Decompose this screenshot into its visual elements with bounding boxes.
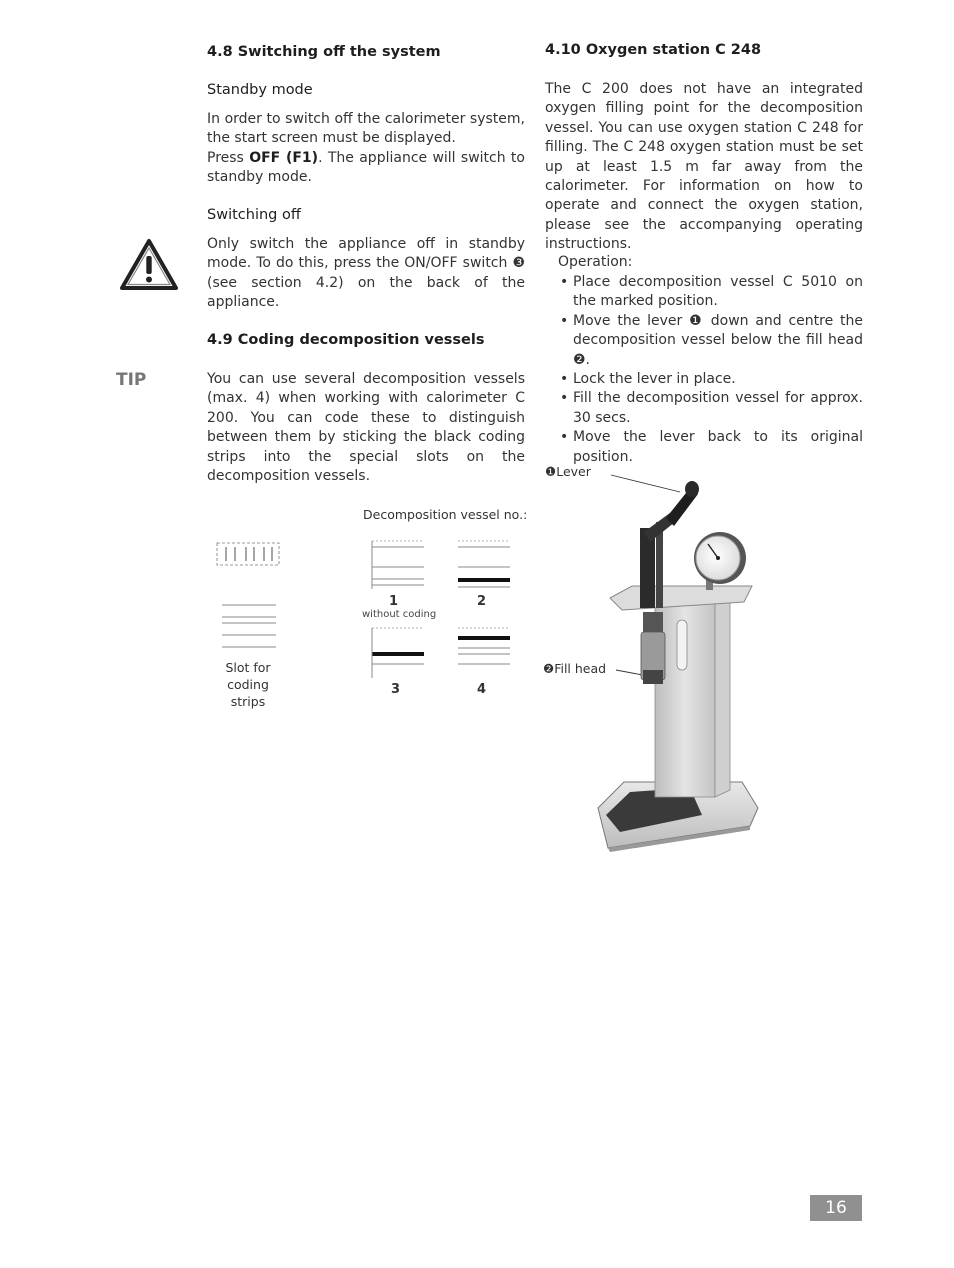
page-number: 16 <box>810 1195 862 1221</box>
operation-step: • Place decomposition vessel C 5010 on the marked position. <box>558 273 863 312</box>
oxygen-station-text: The C 200 does not have an integrated oxygen filling point for the decomposition vessel. You can use oxygen station C 248 for filling. The C 248 oxygen station must be set up at least 1.5 m far away from the calorimeter. For information on how to operate and connect the oxygen station, please see the accompanying operating instructions. <box>545 81 863 253</box>
standby-paragraph-1: In order to switch off the calorimeter system, the start screen must be displayed. <box>207 111 525 147</box>
vessel-2-number: 2 <box>477 594 487 609</box>
lever-label: ❶Lever <box>545 464 591 479</box>
vessel-1-coding <box>368 537 428 593</box>
slot-caption: Slot for coding strips <box>225 660 271 709</box>
vessel-3-coding <box>368 624 428 680</box>
switching-off-text: Only switch the appliance off in standby mode. To do this, press the ON/OFF switch ❸ (see section 4.2) on the back of the appliance. <box>207 236 525 311</box>
switching-off-heading: Switching off <box>207 207 301 223</box>
operation-steps <box>558 273 863 467</box>
oxygen-station-illustration <box>540 470 780 860</box>
operation-label: Operation: <box>558 254 633 270</box>
warning-triangle-icon <box>119 238 179 292</box>
switching-off-body <box>207 235 525 313</box>
operation-step: • Move the lever ❶ down and centre the decomposition vessel below the fill head ❷. <box>558 312 863 370</box>
slot-illustration <box>210 533 290 653</box>
oxygen-station-body <box>545 80 863 255</box>
vessel-1-note: without coding <box>362 609 437 620</box>
off-f1-key: OFF (F1) <box>249 149 319 166</box>
vessel-2-coding <box>454 537 514 593</box>
standby-mode-heading: Standby mode <box>207 82 313 98</box>
standby-paragraph-2: Press OFF (F1). The appliance will switch to standby mode. <box>207 149 525 186</box>
vessel-4-coding <box>454 624 514 680</box>
vessel-number-header: Decomposition vessel no.: <box>363 507 528 522</box>
section-4-10-title: 4.10 Oxygen station C 248 <box>545 42 762 58</box>
coding-body <box>207 370 525 486</box>
section-4-8-title: 4.8 Switching off the system <box>207 44 441 60</box>
vessel-1-number: 1 <box>389 594 399 609</box>
tip-label: TIP <box>116 370 147 390</box>
vessel-4-number: 4 <box>477 682 487 697</box>
operation-step: • Lock the lever in place. <box>558 370 863 389</box>
vessel-3-number: 3 <box>391 682 401 697</box>
fill-head-label: ❷Fill head <box>543 661 607 676</box>
operation-step: • Move the lever back to its original position. <box>558 428 863 467</box>
operation-step: • Fill the decomposition vessel for approx. 30 secs. <box>558 389 863 428</box>
standby-mode-body <box>207 110 525 188</box>
section-4-9-title: 4.9 Coding decomposition vessels <box>207 332 485 348</box>
coding-text: You can use several decomposition vessels (max. 4) when working with calorimeter C 200. You can code these to distinguish between them by sticking the black coding strips into the special slots on the decomposition vessels. <box>207 371 525 485</box>
